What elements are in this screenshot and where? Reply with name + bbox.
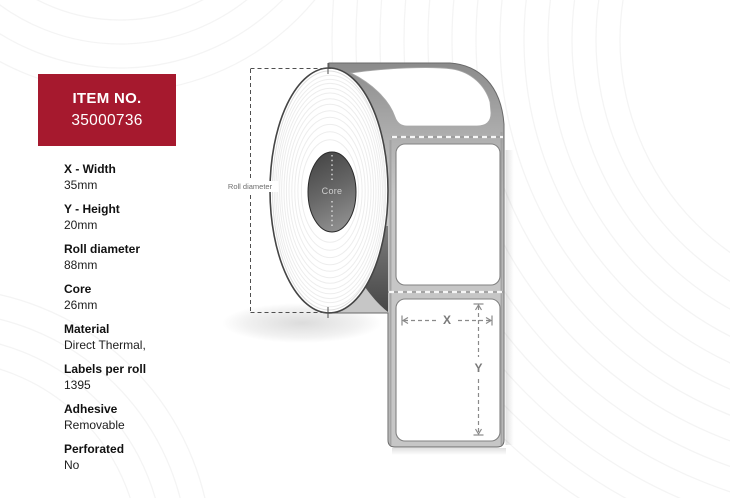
spec-value: 35mm xyxy=(64,178,98,192)
item-badge xyxy=(38,74,176,146)
spec-label: Material xyxy=(64,322,110,336)
spec-row-adhesive xyxy=(64,403,224,432)
spec-row-labels-per-roll xyxy=(64,363,224,392)
spec-label: Core xyxy=(64,282,92,296)
spec-value: Direct Thermal, xyxy=(64,338,146,352)
roll-diameter-annotation: Roll diameter xyxy=(222,181,278,192)
label-blank-1 xyxy=(396,144,500,285)
spec-label: X - Width xyxy=(64,162,116,176)
spec-row-y-height xyxy=(64,203,224,232)
y-height-annotation: Y xyxy=(474,361,483,375)
strip-shadow-right xyxy=(506,150,514,445)
spec-row-material xyxy=(64,323,224,352)
spec-row-perforated xyxy=(64,443,224,472)
spec-label: Labels per roll xyxy=(64,362,147,376)
x-width-annotation: X xyxy=(442,313,451,327)
spec-value: 26mm xyxy=(64,298,98,312)
spec-label: Adhesive xyxy=(64,402,118,416)
spec-value: 20mm xyxy=(64,218,98,232)
spec-row-x-width xyxy=(64,163,224,192)
spec-value: No xyxy=(64,458,80,472)
spec-value: 1395 xyxy=(64,378,91,392)
spec-value: Removable xyxy=(64,418,125,432)
spec-row-roll-diameter xyxy=(64,243,224,272)
item-badge-title: ITEM NO. xyxy=(72,89,142,107)
spec-value: 88mm xyxy=(64,258,98,272)
core-annotation: Core xyxy=(321,186,343,196)
spec-list xyxy=(64,163,224,483)
strip-shadow-bottom xyxy=(392,448,506,455)
spec-label: Roll diameter xyxy=(64,242,141,256)
spec-label: Y - Height xyxy=(64,202,120,216)
spec-label: Perforated xyxy=(64,442,125,456)
item-number: 35000736 xyxy=(71,111,143,129)
spec-row-core xyxy=(64,283,224,312)
